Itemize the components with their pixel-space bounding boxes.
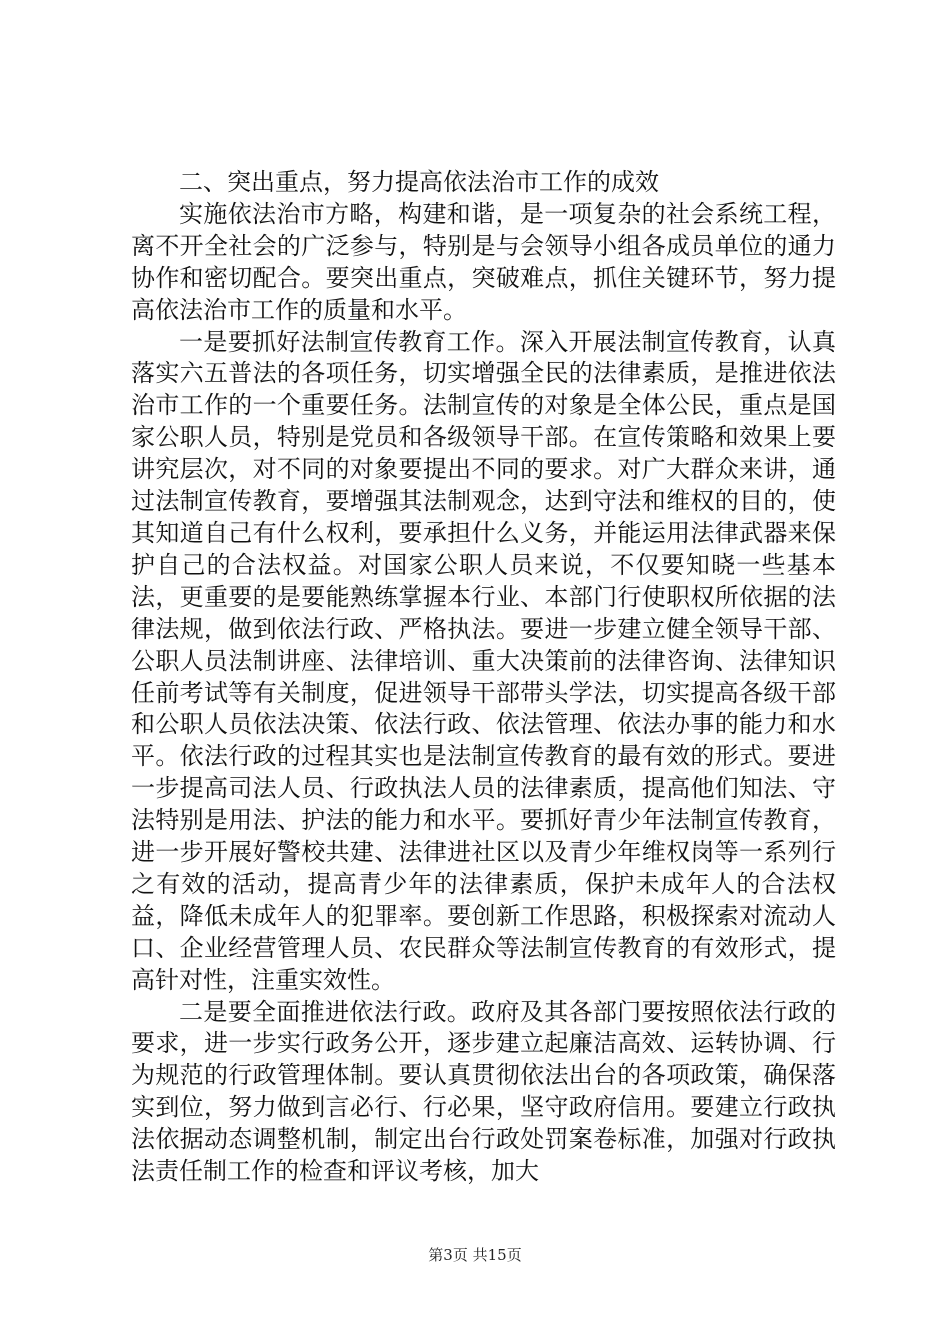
paragraph-administration: 二是要全面推进依法行政。政府及其各部门要按照依法行政的要求，进一步实行政务公开，逐步建立起廉洁高效、运转协调、行为规范的行政管理体制。要认真贯彻依法出台的各项政策，确保落实到位，努力做到言必行、行必果，坚守政府信用。要建立行政执法依据动态调整机制，制定出台行政处罚案卷标准，加强对行政执法责任制工作的检查和评议考核，加大 (131, 997, 836, 1186)
paragraph-intro: 实施依法治市方略，构建和谐，是一项复杂的社会系统工程，离不开全社会的广泛参与，特别是与会领导小组各成员单位的通力协作和密切配合。要突出重点，突破难点，抓住关键环节，努力提高依法治市工作的质量和水平。 (131, 199, 836, 324)
page-number: 第3页 共15页 (428, 1246, 522, 1264)
document-body (131, 167, 836, 1188)
paragraph-legal-education: 一是要抓好法制宣传教育工作。深入开展法制宣传教育，认真落实六五普法的各项任务，切实增强全民的法律素质，是推进依法治市工作的一个重要任务。法制宣传的对象是全体公民，重点是国家公职人员，特别是党员和各级领导干部。在宣传策略和效果上要讲究层次，对不同的对象要提出不同的要求。对广大群众来讲，通过法制宣传教育，要增强其法制观念，达到守法和维权的目的，使其知道自己有什么权利，要承担什么义务，并能运用法律武器来保护自己的合法权益。对国家公职人员来说，不仅要知晓一些基本法，更重要的是要能熟练掌握本行业、本部门行使职权所依据的法律法规，做到依法行政、严格执法。要进一步建立健全领导干部、公职人员法制讲座、法律培训、重大决策前的法律咨询、法律知识任前考试等有关制度，促进领导干部带头学法，切实提高各级干部和公职人员依法决策、依法行政、依法管理、依法办事的能力和水平。依法行政的过程其实也是法制宣传教育的最有效的形式。要进一步提高司法人员、行政执法人员的法律素质，提高他们知法、守法特别是用法、护法的能力和水平。要抓好青少年法制宣传教育，进一步开展好警校共建、法律进社区以及青少年维权岗等一系列行之有效的活动，提高青少年的法律素质，保护未成年人的合法权益，降低未成年人的犯罪率。要创新工作思路，积极探索对流动人口、企业经营管理人员、农民群众等法制宣传教育的有效形式，提高针对性，注重实效性。 (131, 327, 836, 994)
section-heading: 二、突出重点，努力提高依法治市工作的成效 (179, 168, 659, 196)
